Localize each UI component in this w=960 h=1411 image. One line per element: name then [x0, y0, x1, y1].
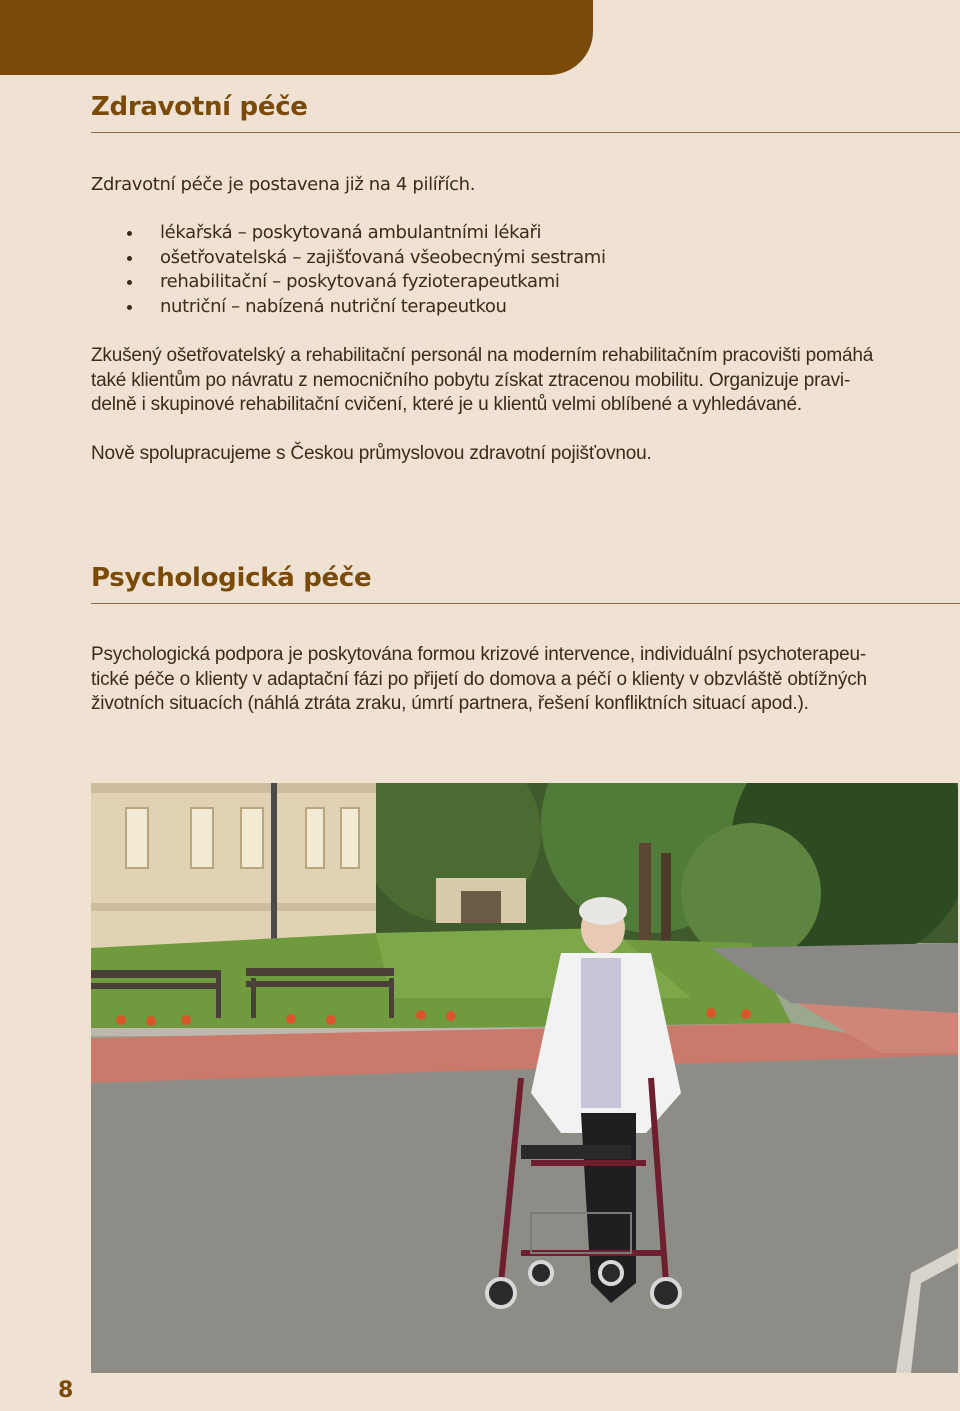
section-divider — [91, 603, 960, 604]
insurance-note: Nově spolupracujeme s Českou průmyslovou zdravotní pojišťovnou. — [91, 443, 652, 464]
pillars-list — [91, 221, 606, 319]
bullet-icon — [127, 231, 132, 236]
photo-illustration — [91, 783, 958, 1373]
section-title-health-care: Zdravotní péče — [91, 92, 308, 122]
paragraph-line: tické péče o klienty v adaptační fázi po přijetí do domova a péčí o klienty v obzvláště obtížných — [91, 668, 867, 690]
paragraph-line: Zkušený ošetřovatelský a rehabilitační personál na moderním rehabilitačním pracovišti pomáhá — [91, 345, 874, 366]
paragraph-line: delně i skupinové rehabilitační cvičení, které je u klientů velmi oblíbené a vyhledávané. — [91, 394, 802, 415]
list-item: ošetřovatelská – zajišťovaná všeobecnými sestrami — [91, 246, 606, 271]
page-number: 8 — [58, 1378, 74, 1403]
bullet-icon — [127, 280, 132, 285]
list-item: nutriční – nabízená nutriční terapeutkou — [91, 295, 606, 320]
header-color-bar — [0, 0, 593, 75]
paragraph-line: životních situacích (náhlá ztráta zraku, úmrtí partnera, řešení konfliktních situací apod.). — [91, 693, 809, 714]
health-intro-text: Zdravotní péče je postavena již na 4 pilířích. — [91, 174, 476, 195]
paragraph-line: Psychologická podpora je poskytována formou krizové intervence, individuální psychoterapeu- — [91, 644, 866, 665]
paragraph-line: také klientům po návratu z nemocničního pobytu získat ztracenou mobilitu. Organizuje pravi- — [91, 369, 851, 391]
list-item: lékařská – poskytovaná ambulantními lékaři — [91, 221, 606, 246]
health-paragraph — [91, 344, 873, 418]
list-item: rehabilitační – poskytovaná fyzioterapeutkami — [91, 270, 606, 295]
photo-resident-with-rollator — [91, 783, 958, 1373]
psych-paragraph — [91, 643, 867, 717]
bullet-icon — [127, 305, 132, 310]
section-title-psychological-care: Psychologická péče — [91, 563, 372, 593]
bullet-icon — [127, 256, 132, 261]
section-divider — [91, 132, 960, 133]
